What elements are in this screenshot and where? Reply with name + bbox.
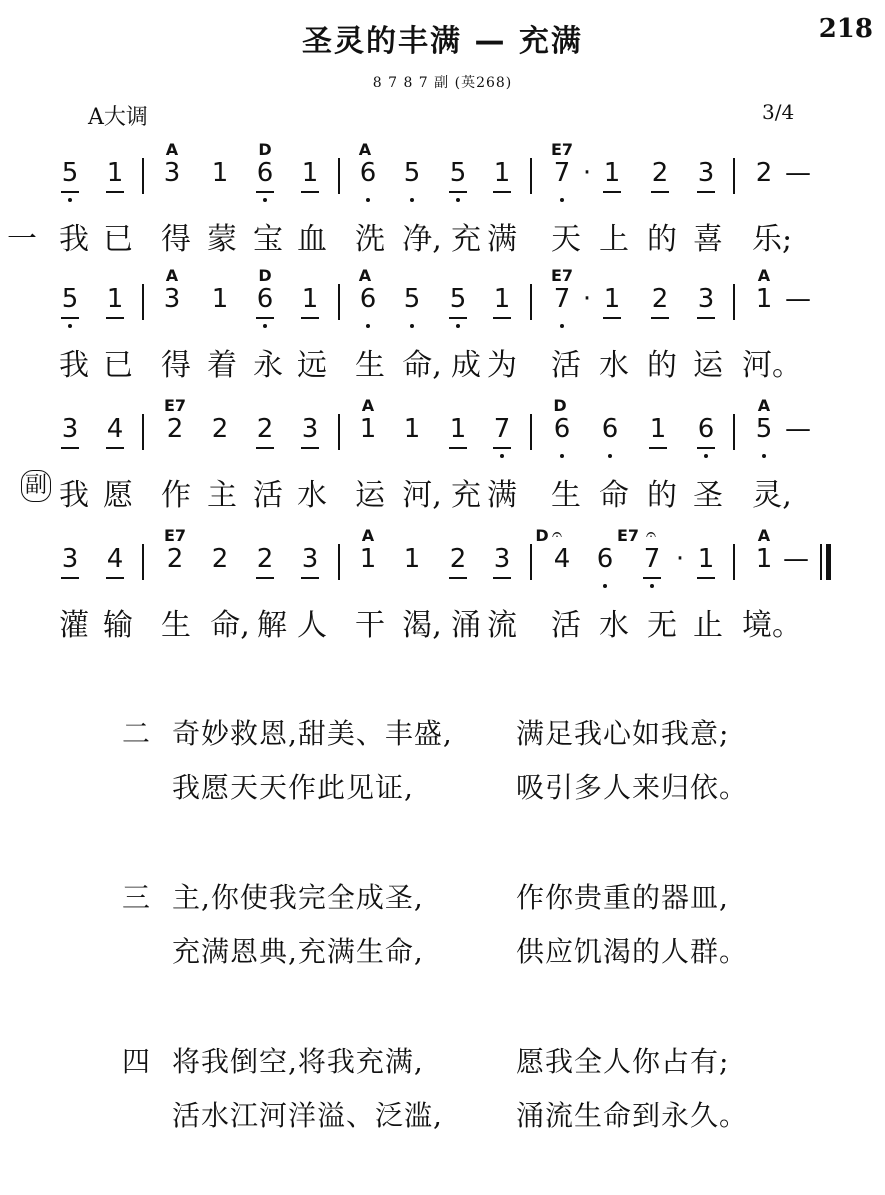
note: —	[785, 414, 811, 444]
octave-dot	[500, 454, 504, 458]
lyric: 作	[161, 478, 191, 513]
verse-number: 三	[122, 881, 151, 914]
verse-line: 我愿天天作此见证,	[172, 771, 414, 804]
chord-label: A	[165, 140, 179, 159]
note: 6	[601, 414, 619, 444]
verse-line: 将我倒空,将我充满,	[172, 1045, 424, 1078]
note: 2	[443, 544, 473, 574]
barline	[530, 284, 532, 320]
page-number: 218	[818, 14, 873, 44]
note: 6	[250, 284, 280, 314]
octave-dot	[704, 454, 708, 458]
note: 5	[755, 414, 773, 444]
note: 1	[211, 284, 229, 314]
note: 2	[645, 158, 675, 188]
note: 5	[55, 284, 85, 314]
barline	[142, 158, 144, 194]
octave-dot	[366, 324, 370, 328]
note: 6	[359, 284, 377, 314]
chord-label: A	[358, 140, 372, 159]
note: 5	[403, 158, 421, 188]
note: 1	[643, 414, 673, 444]
barline	[338, 158, 340, 194]
chord-label: E7	[616, 526, 640, 545]
verse-line: 吸引多人来归依。	[516, 771, 749, 804]
lyric: 满	[487, 478, 517, 513]
music-system-4	[0, 526, 885, 656]
lyric: 永	[253, 348, 283, 383]
lyric: 流	[487, 608, 517, 643]
note: 3	[55, 414, 85, 444]
barline	[733, 158, 735, 194]
barline	[733, 544, 735, 580]
chord-label: D	[258, 140, 272, 159]
note: 1	[597, 284, 627, 314]
verse-line: 满足我心如我意;	[516, 717, 730, 750]
chord-label: A	[165, 266, 179, 285]
lyric: 输	[103, 608, 133, 643]
lyric: 为	[487, 348, 517, 383]
lyric: 涌	[451, 608, 481, 643]
lyric: 已	[103, 348, 133, 383]
octave-dot	[366, 198, 370, 202]
chord-label: A	[358, 266, 372, 285]
music-system-1	[0, 140, 885, 270]
lyric: 生	[161, 608, 191, 643]
lyric: 活	[551, 608, 581, 643]
note: 2	[645, 284, 675, 314]
note: 1	[359, 544, 377, 574]
chord-label: A	[757, 526, 771, 545]
note: 3	[295, 544, 325, 574]
lyric: 解	[257, 608, 287, 643]
lyric: 圣	[693, 478, 723, 513]
octave-dot	[456, 198, 460, 202]
chord-label: D	[553, 396, 567, 415]
note: 2	[250, 414, 280, 444]
lyric: 我	[59, 348, 89, 383]
lyric: 得	[161, 222, 191, 257]
note: 6	[596, 544, 614, 574]
note: 6	[359, 158, 377, 188]
lyric: 洗	[355, 222, 385, 257]
lyric: 渴,	[402, 608, 442, 643]
lyric: 充	[451, 478, 481, 513]
octave-dot	[762, 454, 766, 458]
note: 1	[487, 158, 517, 188]
note: 1	[295, 284, 325, 314]
lyric: 成	[451, 348, 481, 383]
note: 7	[553, 284, 571, 314]
note: 2	[755, 158, 773, 188]
note: 3	[163, 284, 181, 314]
fermata-icon: 𝄐	[646, 524, 657, 545]
note: 6	[691, 414, 721, 444]
chord-label: E7	[163, 396, 187, 415]
note: 1	[211, 158, 229, 188]
octave-dot	[263, 198, 267, 202]
note: —	[785, 158, 811, 188]
lyric: 活	[253, 478, 283, 513]
note: 3	[163, 158, 181, 188]
barline	[338, 544, 340, 580]
note: 7	[637, 544, 667, 574]
lyric: 运	[693, 348, 723, 383]
lyric: 命,	[402, 348, 442, 383]
note: 1	[403, 544, 421, 574]
lyric: 河。	[742, 348, 802, 383]
chorus-marker: 副	[21, 470, 51, 502]
lyric: 无	[647, 608, 677, 643]
note: 4	[100, 544, 130, 574]
lyric: 乐;	[751, 222, 793, 257]
final-barline-thin	[820, 544, 822, 580]
verse-line: 活水江河洋溢、泛滥,	[172, 1099, 443, 1132]
note: 1	[443, 414, 473, 444]
chord-label: D	[258, 266, 272, 285]
lyric: 净,	[402, 222, 442, 257]
lyric: 水	[297, 478, 327, 513]
key-signature: A大调	[88, 105, 148, 130]
verse-line: 主,你使我完全成圣,	[172, 881, 424, 914]
lyric: 运	[355, 478, 385, 513]
music-system-2	[0, 266, 885, 396]
note: 5	[403, 284, 421, 314]
lyric: 上	[599, 222, 629, 257]
lyric: 止	[693, 608, 723, 643]
barline	[142, 414, 144, 450]
chord-label: A	[757, 266, 771, 285]
lyric: 愿	[103, 478, 133, 513]
octave-dot	[68, 324, 72, 328]
lyric: 河,	[402, 478, 442, 513]
note: 3	[691, 284, 721, 314]
lyric: 得	[161, 348, 191, 383]
final-barline-thick	[826, 544, 831, 580]
lyric: 的	[647, 222, 677, 257]
note: 3	[295, 414, 325, 444]
octave-dot	[560, 454, 564, 458]
octave-dot	[410, 324, 414, 328]
verse-line: 奇妙救恩,甜美、丰盛,	[172, 717, 453, 750]
note: 2	[211, 544, 229, 574]
barline	[530, 414, 532, 450]
time-signature: 3/4	[762, 100, 795, 124]
octave-dot	[650, 584, 654, 588]
lyric: 的	[647, 348, 677, 383]
lyric: 活	[551, 348, 581, 383]
note: 3	[691, 158, 721, 188]
barline	[733, 414, 735, 450]
verse-line: 供应饥渴的人群。	[516, 935, 749, 968]
fermata-icon: 𝄐	[552, 524, 563, 545]
chord-label: E7	[550, 266, 574, 285]
barline	[142, 544, 144, 580]
note: 6	[250, 158, 280, 188]
verse-line: 充满恩典,充满生命,	[172, 935, 424, 968]
octave-dot	[263, 324, 267, 328]
lyric: 天	[551, 222, 581, 257]
lyric: 灌	[59, 608, 89, 643]
lyric: 主	[207, 478, 237, 513]
note: 1	[403, 414, 421, 444]
lyric: 我	[59, 222, 89, 257]
octave-dot	[410, 198, 414, 202]
hymn-title: 圣灵的丰满 — 充满	[302, 24, 583, 59]
note: 5	[443, 284, 473, 314]
note: 4	[100, 414, 130, 444]
verse-number: 四	[122, 1045, 151, 1078]
note: 6	[553, 414, 571, 444]
octave-dot	[456, 324, 460, 328]
note: 1	[487, 284, 517, 314]
verse-number: 二	[122, 717, 151, 750]
lyric: 干	[355, 608, 385, 643]
lyric: 充	[451, 222, 481, 257]
note: 7	[487, 414, 517, 444]
note: 1	[100, 284, 130, 314]
note: 1	[359, 414, 377, 444]
note: 2	[166, 414, 184, 444]
lyric: 我	[59, 478, 89, 513]
lyric: 蒙	[207, 222, 237, 257]
lyric: 人	[297, 608, 327, 643]
octave-dot	[68, 198, 72, 202]
note: 1	[755, 544, 773, 574]
note: 3	[55, 544, 85, 574]
barline	[142, 284, 144, 320]
lyric: 水	[599, 348, 629, 383]
chord-label: A	[361, 526, 375, 545]
note: 1	[597, 158, 627, 188]
lyric: 命,	[210, 608, 250, 643]
octave-dot	[560, 324, 564, 328]
note: 2	[166, 544, 184, 574]
octave-dot	[608, 454, 612, 458]
note: 7	[553, 158, 571, 188]
lyric: 满	[487, 222, 517, 257]
chord-label: E7	[163, 526, 187, 545]
note: 1	[295, 158, 325, 188]
note: —	[785, 284, 811, 314]
chord-label: A	[757, 396, 771, 415]
verse-line: 愿我全人你占有;	[516, 1045, 730, 1078]
chord-label: D	[535, 526, 549, 545]
barline	[733, 284, 735, 320]
verse-line: 作你贵重的器皿,	[516, 881, 729, 914]
barline	[530, 544, 532, 580]
note: 4	[553, 544, 571, 574]
lyric: 境。	[742, 608, 802, 643]
note: 3	[487, 544, 517, 574]
lyric: 灵,	[752, 478, 792, 513]
barline	[338, 414, 340, 450]
note: 1	[100, 158, 130, 188]
octave-dot	[560, 198, 564, 202]
note: 2	[250, 544, 280, 574]
note: —	[783, 544, 809, 574]
lyric: 命	[599, 478, 629, 513]
note: 1	[755, 284, 773, 314]
verse-line: 涌流生命到永久。	[516, 1099, 749, 1132]
note: ·	[675, 544, 685, 574]
note: 1	[691, 544, 721, 574]
lyric: 远	[297, 348, 327, 383]
note: ·	[582, 158, 592, 188]
lyric: 着	[207, 348, 237, 383]
chord-label: A	[361, 396, 375, 415]
lyric: 喜	[693, 222, 723, 257]
music-system-3	[0, 396, 885, 526]
octave-dot	[603, 584, 607, 588]
note: 5	[443, 158, 473, 188]
lyric: 血	[297, 222, 327, 257]
meter-line: 8 7 8 7 副 (英268)	[372, 75, 513, 91]
barline	[530, 158, 532, 194]
chord-label: E7	[550, 140, 574, 159]
lyric: 已	[103, 222, 133, 257]
note: 2	[211, 414, 229, 444]
lyric: 水	[599, 608, 629, 643]
lyric: 的	[647, 478, 677, 513]
lyric-prefix: 一	[7, 222, 37, 257]
note: ·	[582, 284, 592, 314]
barline	[338, 284, 340, 320]
lyric: 宝	[253, 222, 283, 257]
note: 5	[55, 158, 85, 188]
lyric: 生	[551, 478, 581, 513]
lyric: 生	[355, 348, 385, 383]
